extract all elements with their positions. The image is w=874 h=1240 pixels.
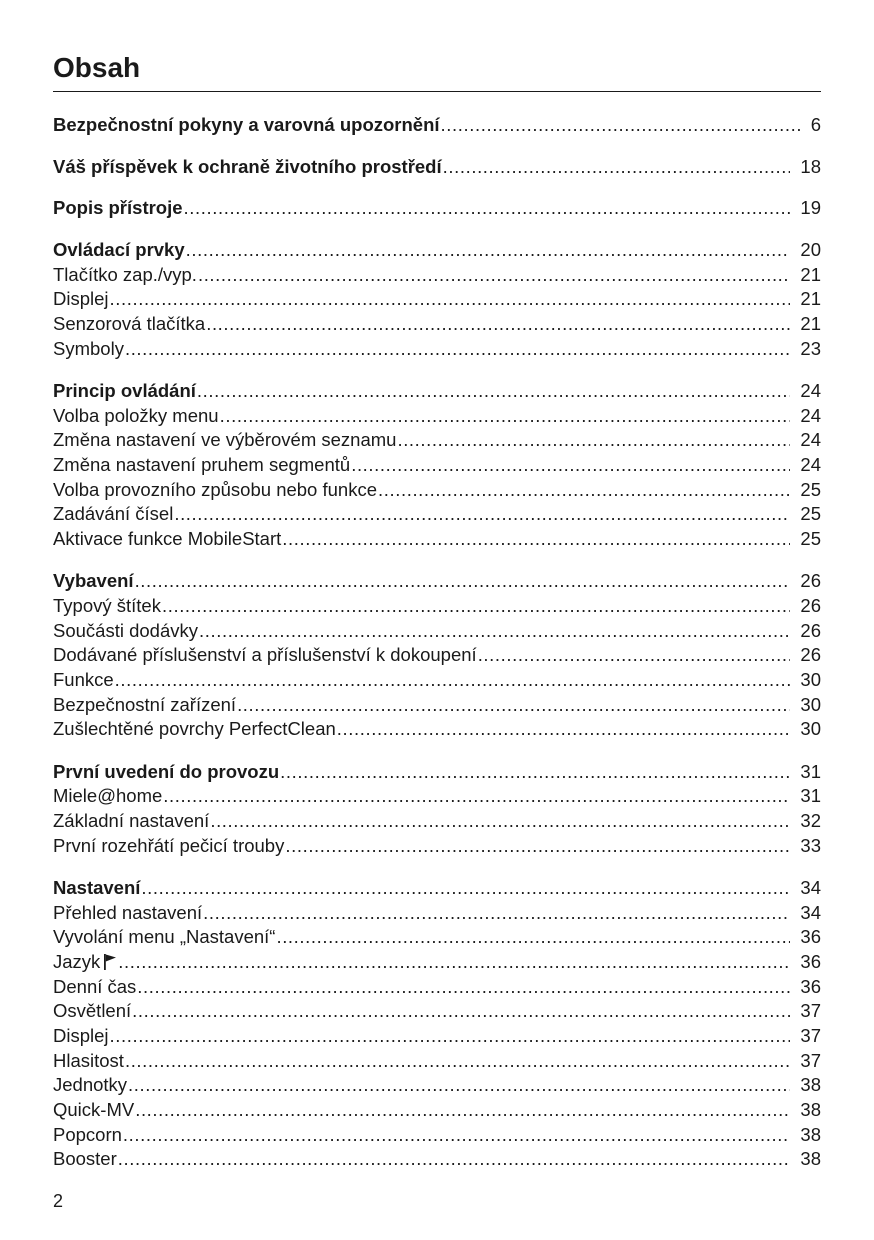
toc-entry-label — [53, 925, 276, 950]
toc-entry-label-text: Osvětlení — [53, 1000, 132, 1022]
toc-entry-page: 36 — [800, 926, 821, 948]
toc-entry-page: 30 — [800, 669, 821, 691]
toc-dot-leader — [206, 312, 790, 337]
toc-entry-label-text: Jednotky — [53, 1074, 128, 1096]
toc-heading-entry[interactable] — [53, 760, 821, 785]
toc-entry-page: 21 — [800, 263, 821, 285]
toc-entry-label-text: Quick-MV — [53, 1099, 135, 1121]
toc-entry[interactable] — [53, 1049, 821, 1074]
toc-entry-label-text: První rozehřátí pečicí trouby — [53, 834, 285, 856]
toc-entry-label-text: Zadávání čísel — [53, 503, 174, 525]
toc-entry-label — [53, 693, 237, 718]
toc-entry[interactable] — [53, 643, 821, 668]
toc-entry[interactable] — [53, 999, 821, 1024]
toc-dot-leader — [378, 478, 790, 503]
toc-dot-leader — [186, 238, 791, 263]
toc-entry-page: 24 — [800, 380, 821, 401]
toc-entry-label-text: První uvedení do provozu — [53, 760, 280, 782]
toc-entry-label-text: Volba položky menu — [53, 404, 219, 426]
toc-entry-label — [53, 1024, 110, 1049]
toc-section — [53, 569, 821, 742]
toc-entry[interactable] — [53, 1147, 821, 1172]
toc-entry-label — [53, 113, 441, 138]
toc-entry-label-text: Základní nastavení — [53, 810, 210, 831]
toc-entry-label-text: Funkce — [53, 669, 114, 691]
toc-entry-label-text: Vyvolání menu „Nastavení“ — [53, 926, 276, 948]
toc-entry-page: 20 — [800, 239, 821, 261]
toc-entry-page: 37 — [800, 1000, 821, 1022]
toc-dot-leader — [197, 379, 791, 404]
toc-entry-label — [53, 379, 197, 404]
toc-entry[interactable] — [53, 453, 821, 478]
toc-dot-leader — [203, 901, 790, 926]
toc-entry-label — [53, 453, 351, 478]
toc-entry[interactable] — [53, 527, 821, 552]
toc-entry-label-text: Volba provozního způsobu nebo funkce — [53, 478, 377, 500]
toc-entry-page: 18 — [800, 155, 821, 177]
toc-dot-leader — [280, 760, 790, 785]
toc-entry-label-text: Displej — [53, 1025, 109, 1046]
flag-icon — [103, 952, 117, 969]
toc-entry-page: 36 — [800, 975, 821, 997]
toc-dot-leader — [199, 619, 790, 644]
toc-entry-label-text: Bezpečnostní zařízení — [53, 693, 237, 715]
toc-entry-label — [53, 1073, 128, 1098]
toc-entry-page: 38 — [800, 1148, 821, 1170]
toc-entry[interactable] — [53, 619, 821, 644]
toc-entry-page: 25 — [800, 478, 821, 500]
toc-entry-label — [53, 478, 378, 503]
toc-entry-page: 21 — [800, 288, 821, 310]
toc-entry-page: 34 — [800, 901, 821, 923]
toc-entry-label-text: Bezpečnostní pokyny a varovná upozornění — [53, 114, 440, 135]
toc-entry-page: 6 — [810, 114, 821, 135]
toc-entry-label — [53, 643, 478, 668]
toc-entry-page: 26 — [800, 644, 821, 666]
toc-dot-leader — [110, 287, 791, 312]
toc-entry-label — [53, 975, 137, 1000]
toc-entry[interactable] — [53, 1073, 821, 1098]
toc-entry[interactable] — [53, 668, 821, 693]
toc-entry-label — [53, 287, 110, 312]
toc-entry-label — [53, 668, 115, 693]
toc-entry[interactable] — [53, 263, 821, 288]
toc-entry-label — [53, 1049, 125, 1074]
toc-dot-leader — [162, 594, 790, 619]
toc-entry-label — [53, 876, 141, 901]
toc-entry[interactable] — [53, 901, 821, 926]
toc-entry-page: 21 — [800, 313, 821, 335]
toc-entry-page: 24 — [800, 454, 821, 476]
toc-heading-entry[interactable] — [53, 196, 821, 221]
toc-dot-leader — [443, 155, 791, 180]
toc-entry-label-text: Změna nastavení ve výběrovém seznamu — [53, 429, 397, 451]
toc-entry[interactable] — [53, 337, 821, 362]
toc-dot-leader — [123, 1123, 791, 1148]
toc-entry[interactable] — [53, 312, 821, 337]
toc-dot-leader — [110, 1024, 791, 1049]
toc-entry-label-text: Ovládací prvky — [53, 239, 185, 261]
toc-dot-leader — [141, 876, 790, 901]
toc-entry-page: 36 — [800, 950, 821, 972]
toc-entry-label — [53, 999, 132, 1024]
toc-entry[interactable] — [53, 950, 821, 975]
toc-dot-leader — [118, 1147, 791, 1172]
toc-entry-label — [53, 428, 397, 453]
toc-entry[interactable] — [53, 1098, 821, 1123]
toc-dot-leader — [397, 428, 790, 453]
toc-entry-page: 38 — [800, 1074, 821, 1096]
toc-section — [53, 379, 821, 552]
toc-entry[interactable] — [53, 594, 821, 619]
toc-entry-label-text: Změna nastavení pruhem segmentů — [53, 454, 351, 476]
toc-entry-label-text: Typový štítek — [53, 595, 161, 616]
toc-entry-label — [53, 809, 210, 834]
toc-entry[interactable] — [53, 693, 821, 718]
toc-dot-leader — [125, 337, 790, 362]
toc-entry-page: 26 — [800, 595, 821, 616]
toc-entry-label — [53, 950, 118, 975]
toc-section — [53, 876, 821, 1172]
toc-entry[interactable] — [53, 1024, 821, 1049]
toc-entry-label-text: Booster — [53, 1148, 117, 1170]
toc-heading-entry[interactable] — [53, 113, 821, 138]
toc-entry-label — [53, 263, 198, 288]
toc-entry-label-text: Denní čas — [53, 975, 137, 997]
page-title: Obsah — [53, 52, 141, 83]
page-number: 2 — [53, 1191, 64, 1211]
toc-entry-label — [53, 527, 282, 552]
toc-dot-leader — [163, 784, 790, 809]
toc-section — [53, 155, 821, 180]
toc-entry-label-text: Popcorn — [53, 1123, 122, 1145]
toc-entry-page: 30 — [800, 693, 821, 715]
toc-dot-leader — [184, 196, 791, 221]
toc-entry-label-text: Vybavení — [53, 570, 134, 592]
toc-entry[interactable] — [53, 404, 821, 429]
toc-entry[interactable] — [53, 478, 821, 503]
toc-heading-entry[interactable] — [53, 379, 821, 404]
toc-dot-leader — [132, 999, 790, 1024]
toc-heading-entry[interactable] — [53, 569, 821, 594]
toc-dot-leader — [210, 809, 790, 834]
toc-entry[interactable] — [53, 428, 821, 453]
toc-dot-leader — [478, 643, 791, 668]
toc-dot-leader — [441, 113, 801, 138]
toc-entry-label-text: Přehled nastavení — [53, 901, 203, 923]
toc-entry-label — [53, 594, 162, 619]
toc-entry-label — [53, 569, 135, 594]
toc-heading-entry[interactable] — [53, 238, 821, 263]
toc-entry-page: 37 — [800, 1049, 821, 1071]
toc-entry-label — [53, 312, 206, 337]
toc-dot-leader — [135, 1098, 790, 1123]
toc-entry-label-text: Zušlechtěné povrchy PerfectClean — [53, 718, 336, 740]
toc-dot-leader — [220, 404, 791, 429]
toc-dot-leader — [135, 569, 791, 594]
title-divider — [53, 91, 821, 92]
toc-dot-leader — [237, 693, 790, 718]
toc-section — [53, 196, 821, 221]
toc-entry-page: 31 — [800, 785, 821, 807]
toc-entry-page: 33 — [800, 834, 821, 856]
toc-dot-leader — [285, 834, 790, 859]
toc-entry-page: 24 — [800, 404, 821, 426]
toc-entry-page: 38 — [800, 1099, 821, 1121]
toc-entry-label — [53, 619, 199, 644]
toc-entry-label — [53, 717, 337, 742]
toc-section — [53, 760, 821, 859]
toc-entry-label — [53, 196, 184, 221]
toc-dot-leader — [118, 950, 790, 975]
toc-entry-page: 31 — [800, 760, 821, 782]
toc-section — [53, 238, 821, 361]
toc-entry[interactable] — [53, 975, 821, 1000]
toc-entry-label — [53, 784, 163, 809]
toc-dot-leader — [115, 668, 791, 693]
toc-entry-label — [53, 1123, 123, 1148]
toc-dot-leader — [137, 975, 790, 1000]
toc-entry[interactable] — [53, 287, 821, 312]
toc-entry-page: 34 — [800, 876, 821, 898]
toc-dot-leader — [276, 925, 790, 950]
toc-entry-page: 25 — [800, 528, 821, 550]
toc-entry[interactable] — [53, 502, 821, 527]
toc-entry-label-text: Popis přístroje — [53, 197, 183, 219]
toc-entry-label — [53, 1147, 118, 1172]
toc-dot-leader — [337, 717, 791, 742]
toc-dot-leader — [282, 527, 790, 552]
toc-entry-label-text: Jazyk — [53, 950, 101, 972]
toc-entry-label — [53, 502, 174, 527]
toc-entry[interactable] — [53, 834, 821, 859]
toc-entry-page: 23 — [800, 337, 821, 359]
toc-entry-label-text: Princip ovládání — [53, 380, 196, 401]
toc-entry-page: 26 — [800, 619, 821, 641]
toc-entry-page: 38 — [800, 1123, 821, 1145]
toc-entry-page: 37 — [800, 1025, 821, 1046]
toc-entry-page: 25 — [800, 503, 821, 525]
toc-dot-leader — [174, 502, 790, 527]
toc-entry-page: 32 — [800, 810, 821, 831]
toc-entry-label-text: Displej — [53, 288, 109, 310]
toc-entry-label-text: Nastavení — [53, 876, 141, 898]
toc-entry-label-text: Váš příspěvek k ochraně životního prostředí — [53, 155, 442, 177]
toc-entry[interactable] — [53, 1123, 821, 1148]
toc-entry-label-text: Miele@home — [53, 785, 163, 807]
toc-entry-label — [53, 337, 125, 362]
toc-entry-page: 30 — [800, 718, 821, 740]
table-of-contents — [53, 113, 821, 1190]
toc-entry[interactable] — [53, 925, 821, 950]
toc-heading-entry[interactable] — [53, 155, 821, 180]
toc-section — [53, 113, 821, 138]
toc-entry-label-text: Hlasitost — [53, 1049, 124, 1071]
toc-entry-page: 19 — [800, 197, 821, 219]
toc-entry-label-text: Aktivace funkce MobileStart — [53, 528, 282, 550]
toc-entry[interactable] — [53, 784, 821, 809]
toc-dot-leader — [125, 1049, 790, 1074]
toc-entry-label-text: Tlačítko zap./vyp. — [53, 263, 197, 285]
toc-dot-leader — [128, 1073, 790, 1098]
toc-entry-label-text: Součásti dodávky — [53, 619, 199, 641]
toc-entry[interactable] — [53, 809, 821, 834]
toc-entry[interactable] — [53, 717, 821, 742]
toc-heading-entry[interactable] — [53, 876, 821, 901]
toc-dot-leader — [351, 453, 790, 478]
toc-entry-label — [53, 155, 443, 180]
toc-entry-page: 24 — [800, 429, 821, 451]
toc-entry-label — [53, 1098, 135, 1123]
toc-dot-leader — [198, 263, 790, 288]
toc-entry-label — [53, 760, 280, 785]
toc-entry-page: 26 — [800, 570, 821, 592]
toc-entry-label-text: Symboly — [53, 337, 124, 359]
toc-entry-label — [53, 901, 203, 926]
toc-entry-label — [53, 404, 220, 429]
toc-entry-label-text: Senzorová tlačítka — [53, 313, 206, 335]
toc-entry-label — [53, 238, 186, 263]
toc-entry-label-text: Dodávané příslušenství a příslušenství k dokoupení — [53, 644, 477, 666]
toc-entry-label — [53, 834, 285, 859]
